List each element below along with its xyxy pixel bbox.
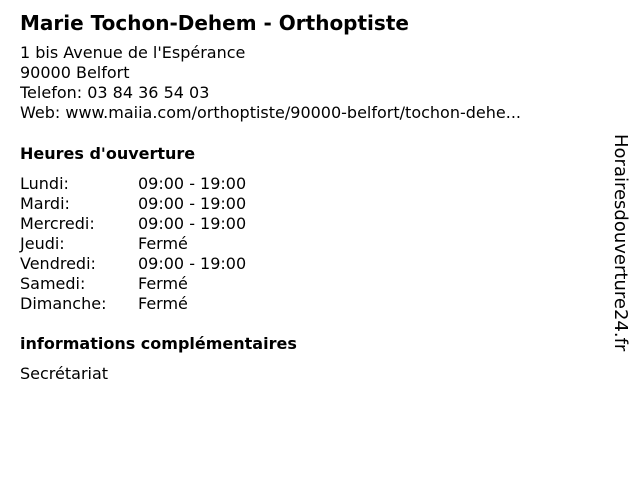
address-line-2: 90000 Belfort (20, 63, 130, 82)
day-label: Jeudi: (20, 234, 65, 253)
website-link[interactable]: Web: www.maiia.com/orthoptiste/90000-belfort/tochon-dehe... (20, 103, 521, 122)
additional-info-text: Secrétariat (20, 364, 109, 383)
address-line-1: 1 bis Avenue de l'Espérance (20, 43, 246, 62)
hours-row-sunday (20, 294, 600, 314)
hours-value: 09:00 - 19:00 (138, 174, 247, 193)
day-label: Lundi: (20, 174, 69, 193)
day-label: Vendredi: (20, 254, 96, 273)
site-watermark: Horairesdouverture24.fr (610, 134, 631, 352)
day-label: Samedi: (20, 274, 86, 293)
page-title: Marie Tochon-Dehem - Orthoptiste (20, 11, 409, 35)
hours-value: Fermé (138, 294, 188, 313)
hours-value: Fermé (138, 274, 188, 293)
hours-value: 09:00 - 19:00 (138, 214, 247, 233)
hours-row-monday (20, 174, 600, 194)
additional-info-heading: informations complémentaires (20, 334, 297, 353)
day-label: Mercredi: (20, 214, 95, 233)
hours-row-friday (20, 254, 600, 274)
hours-row-tuesday (20, 194, 600, 214)
opening-hours-list (20, 174, 600, 314)
business-card (20, 10, 600, 384)
phone-number[interactable]: Telefon: 03 84 36 54 03 (20, 83, 210, 102)
hours-row-saturday (20, 274, 600, 294)
day-label: Dimanche: (20, 294, 107, 313)
hours-row-wednesday (20, 214, 600, 234)
opening-hours-heading: Heures d'ouverture (20, 144, 196, 163)
day-label: Mardi: (20, 194, 70, 213)
hours-value: 09:00 - 19:00 (138, 194, 247, 213)
hours-value: Fermé (138, 234, 188, 253)
hours-row-thursday (20, 234, 600, 254)
hours-value: 09:00 - 19:00 (138, 254, 247, 273)
